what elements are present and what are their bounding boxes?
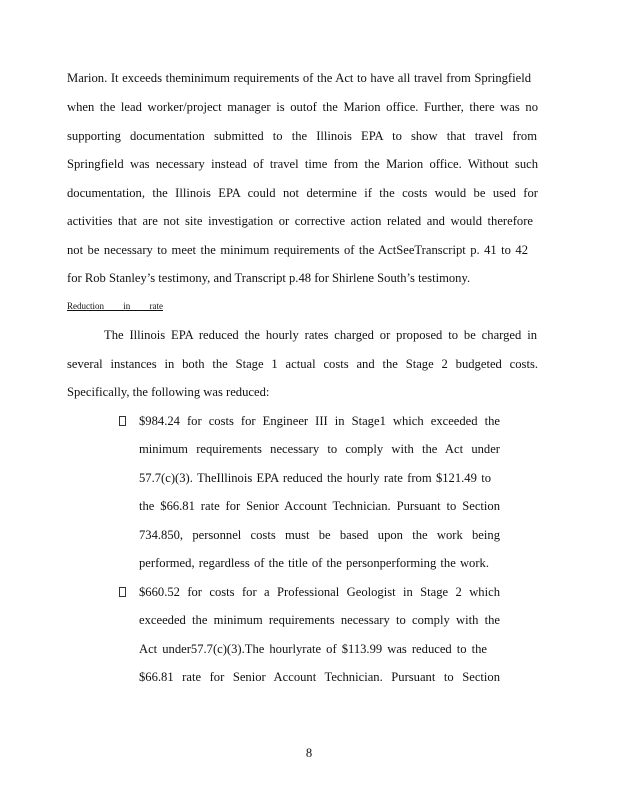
text-line: several instances in both the Stage 1 actual costs and the Stage 2 budgeted costs. xyxy=(67,357,538,371)
section-heading: Reduction in rate xyxy=(67,301,163,311)
text-line: 734.850, personnel costs must be based upon the work being xyxy=(139,528,500,542)
text-line: Act under57.7(c)(3).The hourlyrate of $113.99 was reduced to the xyxy=(139,642,487,656)
text-line: when the lead worker/project manager is outof the Marion office. Further, there was no xyxy=(67,100,538,114)
text-line: 57.7(c)(3). TheIllinois EPA reduced the hourly rate from $121.49 to xyxy=(139,471,491,485)
text-line: the $66.81 rate for Senior Account Technician. Pursuant to Section xyxy=(139,499,500,513)
text-line: for Rob Stanley’s testimony, and Transcript p.48 for Shirlene South’s testimony. xyxy=(67,271,471,285)
text-line: The Illinois EPA reduced the hourly rates charged or proposed to be charged in xyxy=(104,328,537,342)
text-line: $660.52 for costs for a Professional Geologist in Stage 2 which xyxy=(139,585,500,599)
text-line: Springfield was necessary instead of travel time from the Marion office. Without such xyxy=(67,157,538,171)
text-line: activities that are not site investigation or corrective action related and would therefore xyxy=(67,214,533,228)
text-line: not be necessary to meet the minimum requirements of the ActSeeTranscript p. 41 to 42 xyxy=(67,243,528,257)
bullet-marker-icon xyxy=(119,584,126,600)
text-line: minimum requirements necessary to comply with the Act under xyxy=(139,442,500,456)
bullet-marker-icon xyxy=(119,413,126,429)
text-line: supporting documentation submitted to the Illinois EPA to show that travel from xyxy=(67,129,537,143)
text-line: documentation, the Illinois EPA could not determine if the costs would be used for xyxy=(67,186,538,200)
text-line: $984.24 for costs for Engineer III in Stage1 which exceeded the xyxy=(139,414,500,428)
text-line: Specifically, the following was reduced: xyxy=(67,385,270,399)
text-line: exceeded the minimum requirements necessary to comply with the xyxy=(139,613,500,627)
text-line: performed, regardless of the title of the personperforming the work. xyxy=(139,556,489,570)
text-line: Marion. It exceeds theminimum requirements of the Act to have all travel from Springfield xyxy=(67,71,531,85)
page-number: 8 xyxy=(305,746,313,760)
text-line: $66.81 rate for Senior Account Technician. Pursuant to Section xyxy=(139,670,500,684)
